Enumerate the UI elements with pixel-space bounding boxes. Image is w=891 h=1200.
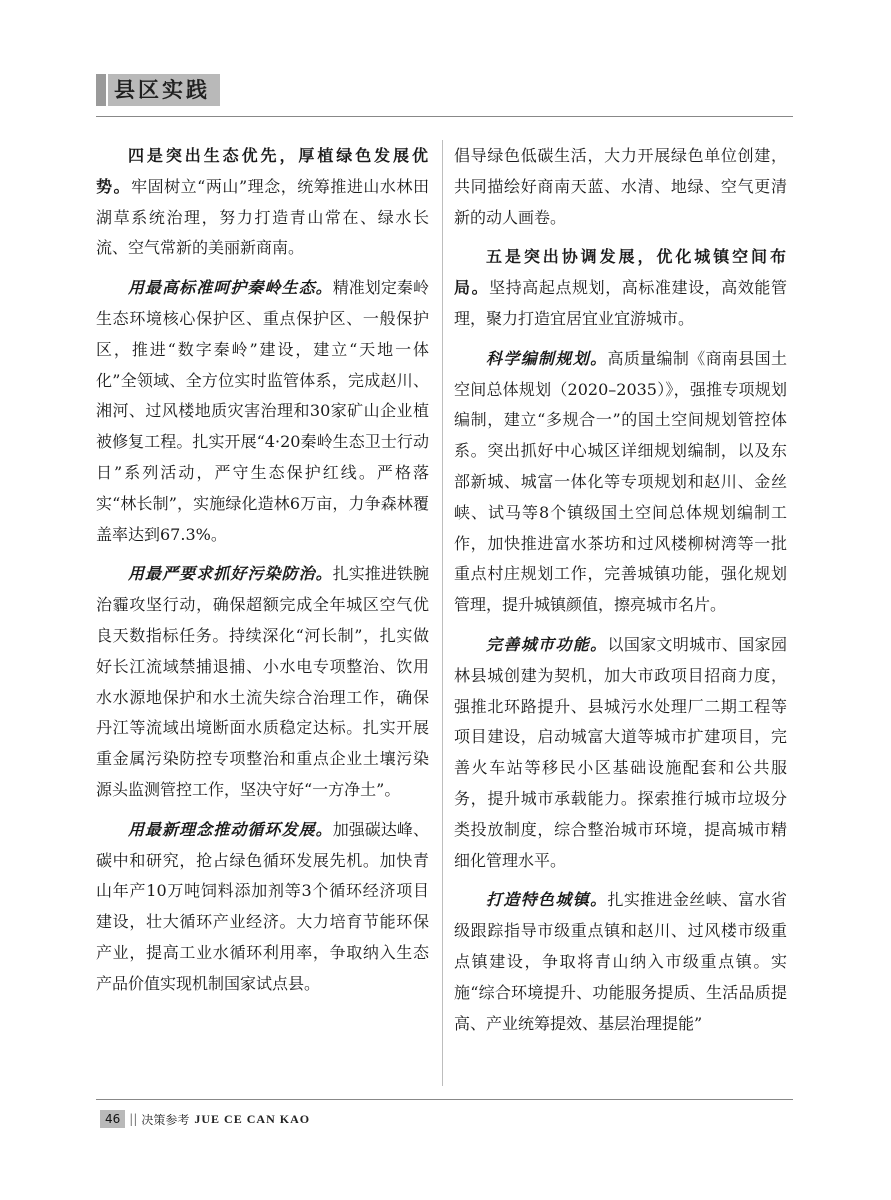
paragraph [454, 630, 787, 876]
paragraph-body: 扎实推进铁腕治霾攻坚行动，确保超额完成全年城区空气优良天数指标任务。持续深化“河长制”，扎实做好长江流域禁捕退捕、小水电专项整治、饮用水水源地保护和水土流失综合治理工作，确保丹江等流域出境断面水质稳定达标。扎实开展重金属污染防控专项整治和重点企业土壤污染源头监测管控工作，坚决守好“一方净土”。 [96, 564, 429, 799]
paragraph [454, 885, 787, 1039]
paragraph [454, 344, 787, 621]
sub-heading: 用最新理念推动循环发展。 [128, 819, 333, 839]
section-accent-bar [96, 74, 106, 106]
paragraph [454, 242, 787, 334]
page-number: 46 [100, 1110, 125, 1128]
header-rule [96, 116, 793, 117]
sub-heading: 用最高标准呵护秦岭生态。 [128, 278, 333, 298]
footer-rule [96, 1099, 793, 1100]
footer-separator: || [129, 1112, 138, 1126]
paragraph-body: 以国家文明城市、国家园林县城创建为契机，加大市政项目招商力度，强推北环路提升、县城污水处理厂二期工程等项目建设，启动城富大道等城市扩建项目，完善火车站等移民小区基础设施配套和公共服务，提升城市承载能力。探索推行城市垃圾分类投放制度，综合整治城市环境，提高城市精细化管理水平。 [454, 634, 787, 870]
paragraph [96, 559, 429, 805]
paragraph-body: 加强碳达峰、碳中和研究，抢占绿色循环发展先机。加快青山年产10万吨饲料添加剂等3个循环经济项目建设，壮大循环产业经济。大力培育节能环保产业，提高工业水循环利用率，争取纳入生态产品价值实现机制国家试点县。 [96, 819, 429, 993]
left-column [96, 141, 429, 1009]
column-divider [442, 140, 443, 1086]
sub-heading: 科学编制规划。 [486, 348, 608, 368]
paragraph-body: 精准划定秦岭生态环境核心保护区、重点保护区、一般保护区，推进“数字秦岭”建设，建立“天地一体化”全领域、全方位实时监管体系，完成赵川、湘河、过风楼地质灾害治理和30家矿山企业植被修复工程。扎实开展“4·20秦岭生态卫士行动日”系列活动，严守生态保护红线。严格落实“林长制”，实施绿化造林6万亩，力争森林覆盖率达到67.3%。 [96, 278, 429, 544]
paragraph [96, 815, 429, 1000]
paragraph-body: 扎实推进金丝峡、富水省级跟踪指导市级重点镇和赵川、过风楼市级重点镇建设，争取将青山纳入市级重点镇。实施“综合环境提升、功能服务提质、生活品质提高、产业统筹提效、基层治理提能” [454, 890, 787, 1033]
paragraph-body: 倡导绿色低碳生活，大力开展绿色单位创建，共同描绘好商南天蓝、水清、地绿、空气更清新的动人画卷。 [454, 146, 787, 227]
paragraph [454, 141, 787, 233]
lead-heading: 五是突出协调发展，优化城镇空间布局。 [454, 247, 787, 298]
paragraph [96, 141, 429, 264]
section-header [96, 74, 220, 106]
paragraph-body: 坚持高起点规划，高标准建设，高效能管理，聚力打造宜居宜业宜游城市。 [454, 278, 787, 328]
journal-name: 决策参考 [141, 1112, 190, 1127]
journal-latin-name: JUE CE CAN KAO [194, 1111, 311, 1126]
paragraph [96, 273, 429, 550]
lead-heading: 四是突出生态优先，厚植绿色发展优势。 [96, 146, 429, 196]
paragraph-body: 牢固树立“两山”理念，统筹推进山水林田湖草系统治理，努力打造青山常在、绿水长流、空气常新的美丽新商南。 [96, 176, 429, 258]
sub-heading: 打造特色城镇。 [486, 890, 608, 910]
sub-heading: 完善城市功能。 [486, 634, 608, 654]
section-title: 县区实践 [108, 74, 220, 106]
paragraph-body: 高质量编制《商南县国土空间总体规划（2020–2035）》，强推专项规划编制，建立“多规合一”的国土空间规划管控体系。突出抓好中心城区详细规划编制，以及东部新城、城富一体化等专项规划和赵川、金丝峡、试马等8个镇级国土空间总体规划编制工作，加快推进富水茶坊和过风楼柳树湾等一批重点村庄规划工作，完善城镇功能，强化规划管理，提升城镇颜值，擦亮城市名片。 [454, 348, 787, 615]
page-footer [100, 1110, 310, 1128]
right-column [454, 141, 787, 1048]
sub-heading: 用最严要求抓好污染防治。 [128, 564, 333, 584]
